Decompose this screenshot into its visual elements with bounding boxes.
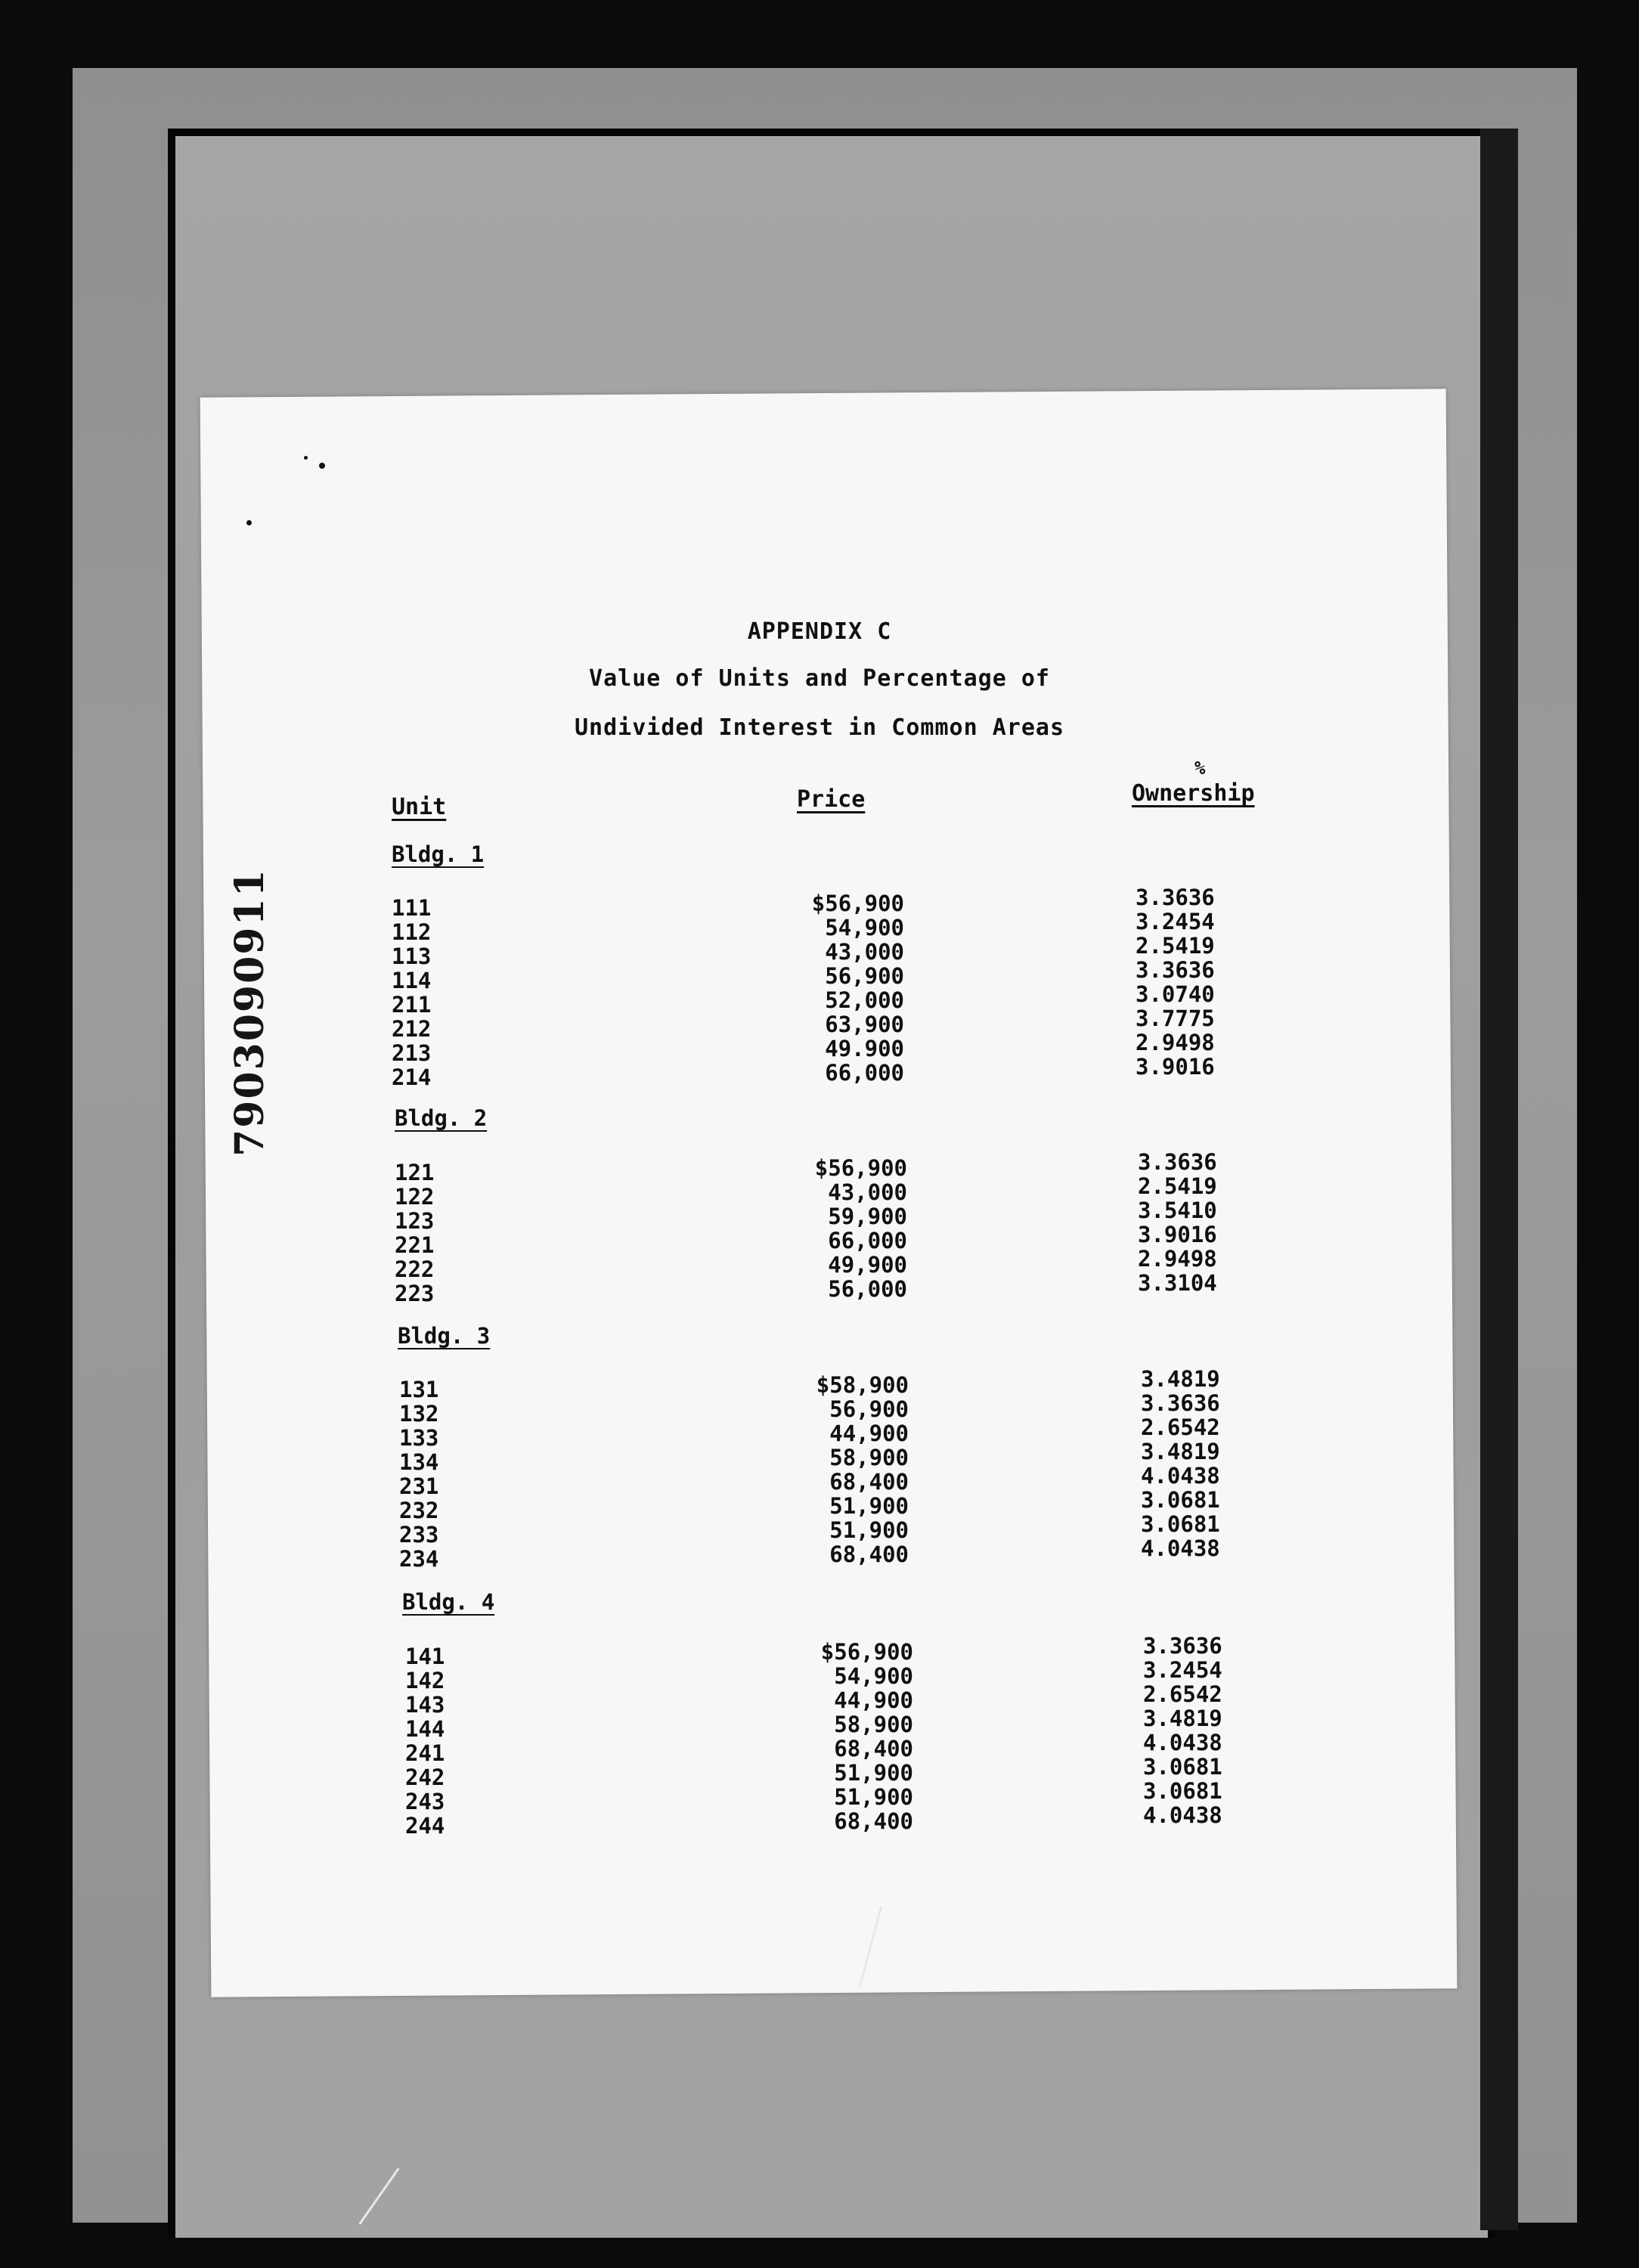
ownership-percentage: 3.2454: [1136, 909, 1215, 934]
unit-number: 244: [405, 1813, 445, 1839]
building-label: Bldg. 1: [392, 841, 485, 867]
column-header-price: Price: [797, 786, 866, 813]
unit-price: 44,900: [829, 1421, 909, 1446]
ownership-percentage: 2.6542: [1141, 1414, 1220, 1440]
table-title-line-1: Value of Units and Percentage of: [589, 665, 1050, 692]
unit-price: 54,900: [825, 915, 904, 940]
building-label: Bldg. 4: [402, 1589, 495, 1615]
unit-number: 213: [392, 1040, 432, 1066]
unit-price: 68,400: [829, 1541, 909, 1567]
unit-price: 63,900: [825, 1012, 904, 1037]
ownership-percentage: 3.0681: [1143, 1778, 1222, 1804]
unit-price: 58,900: [834, 1712, 913, 1737]
unit-number: 111: [392, 895, 432, 921]
table-title-line-2: Undivided Interest in Common Areas: [574, 714, 1065, 741]
unit-price: 56,900: [829, 1396, 909, 1422]
microfilm-frame-number: 7903090911: [227, 868, 273, 1157]
building-label: Bldg. 2: [395, 1105, 488, 1131]
ownership-percentage: 3.2454: [1143, 1657, 1222, 1683]
column-header-percent-sign: %: [1194, 758, 1206, 779]
unit-number: 123: [395, 1208, 435, 1234]
ownership-percentage: 2.9498: [1138, 1246, 1217, 1272]
ownership-percentage: 3.4819: [1141, 1366, 1220, 1392]
unit-number: 223: [395, 1281, 435, 1306]
column-header-ownership: Ownership: [1132, 780, 1255, 807]
ownership-percentage: 3.3636: [1143, 1633, 1222, 1659]
unit-price: 44,900: [834, 1687, 913, 1713]
unit-price: 43,000: [825, 939, 904, 965]
ownership-percentage: 3.9016: [1138, 1222, 1217, 1247]
ownership-percentage: 3.3104: [1138, 1270, 1217, 1296]
unit-price: 51,900: [829, 1493, 909, 1519]
ownership-percentage: 3.3636: [1141, 1390, 1220, 1416]
ownership-percentage: 4.0438: [1143, 1802, 1222, 1828]
ownership-percentage: 4.0438: [1141, 1463, 1220, 1489]
unit-number: 232: [399, 1498, 439, 1523]
ownership-percentage: 3.0740: [1136, 981, 1215, 1007]
ownership-percentage: 2.6542: [1143, 1681, 1222, 1707]
unit-price: 51,900: [834, 1784, 913, 1810]
unit-price: 52,000: [825, 987, 904, 1013]
ownership-percentage: 2.5419: [1138, 1173, 1217, 1199]
unit-number: 243: [405, 1789, 445, 1814]
unit-price: 51,900: [829, 1517, 909, 1543]
ownership-percentage: 3.3636: [1136, 885, 1215, 910]
ownership-percentage: 3.7775: [1136, 1005, 1215, 1031]
ownership-percentage: 3.0681: [1141, 1511, 1220, 1537]
unit-price: 49,900: [828, 1252, 907, 1278]
ownership-percentage: 2.5419: [1136, 933, 1215, 959]
unit-number: 234: [399, 1546, 439, 1572]
unit-number: 241: [405, 1740, 445, 1766]
column-header-unit: Unit: [392, 794, 447, 820]
unit-price: $58,900: [816, 1372, 909, 1398]
unit-price: 51,900: [834, 1760, 913, 1786]
unit-number: 122: [395, 1184, 435, 1210]
unit-number: 233: [399, 1522, 439, 1548]
unit-price: 68,400: [834, 1736, 913, 1761]
unit-price: $56,900: [820, 1639, 913, 1665]
unit-number: 114: [392, 968, 432, 993]
unit-number: 231: [399, 1473, 439, 1499]
unit-number: 134: [399, 1449, 439, 1475]
ownership-percentage: 3.9016: [1136, 1054, 1215, 1080]
ownership-percentage: 3.3636: [1136, 957, 1215, 983]
unit-price: $56,900: [814, 1155, 907, 1181]
unit-price: 54,900: [834, 1663, 913, 1689]
unit-number: 143: [405, 1692, 445, 1718]
unit-price: 43,000: [828, 1179, 907, 1205]
unit-price: $56,900: [811, 891, 904, 916]
ownership-percentage: 3.5410: [1138, 1198, 1217, 1223]
ownership-percentage: 3.0681: [1143, 1754, 1222, 1780]
unit-number: 212: [392, 1016, 432, 1042]
unit-number: 214: [392, 1064, 432, 1090]
ownership-percentage: 3.4819: [1143, 1706, 1222, 1731]
unit-price: 58,900: [829, 1445, 909, 1470]
unit-number: 121: [395, 1160, 435, 1185]
ownership-percentage: 4.0438: [1143, 1730, 1222, 1755]
ownership-percentage: 3.3636: [1138, 1149, 1217, 1175]
building-label: Bldg. 3: [398, 1323, 491, 1349]
ownership-percentage: 2.9498: [1136, 1030, 1215, 1055]
unit-price: 56,900: [825, 963, 904, 989]
unit-price: 68,400: [829, 1469, 909, 1495]
unit-number: 242: [405, 1765, 445, 1790]
unit-number: 113: [392, 943, 432, 969]
unit-number: 222: [395, 1256, 435, 1282]
unit-number: 133: [399, 1425, 439, 1451]
unit-number: 221: [395, 1232, 435, 1258]
unit-number: 132: [399, 1401, 439, 1427]
ownership-percentage: 4.0438: [1141, 1535, 1220, 1561]
appendix-heading: APPENDIX C: [747, 618, 892, 645]
ownership-percentage: 3.0681: [1141, 1487, 1220, 1513]
unit-number: 141: [405, 1644, 445, 1669]
unit-price: 56,000: [828, 1276, 907, 1302]
unit-price: 59,900: [828, 1204, 907, 1229]
unit-price: 49.900: [825, 1036, 904, 1061]
unit-price: 66,000: [828, 1228, 907, 1253]
unit-number: 131: [399, 1377, 439, 1402]
unit-price: 66,000: [825, 1060, 904, 1086]
unit-number: 112: [392, 919, 432, 945]
unit-number: 211: [392, 992, 432, 1018]
unit-price: 68,400: [834, 1808, 913, 1834]
ownership-percentage: 3.4819: [1141, 1439, 1220, 1464]
unit-number: 144: [405, 1716, 445, 1742]
unit-number: 142: [405, 1668, 445, 1693]
